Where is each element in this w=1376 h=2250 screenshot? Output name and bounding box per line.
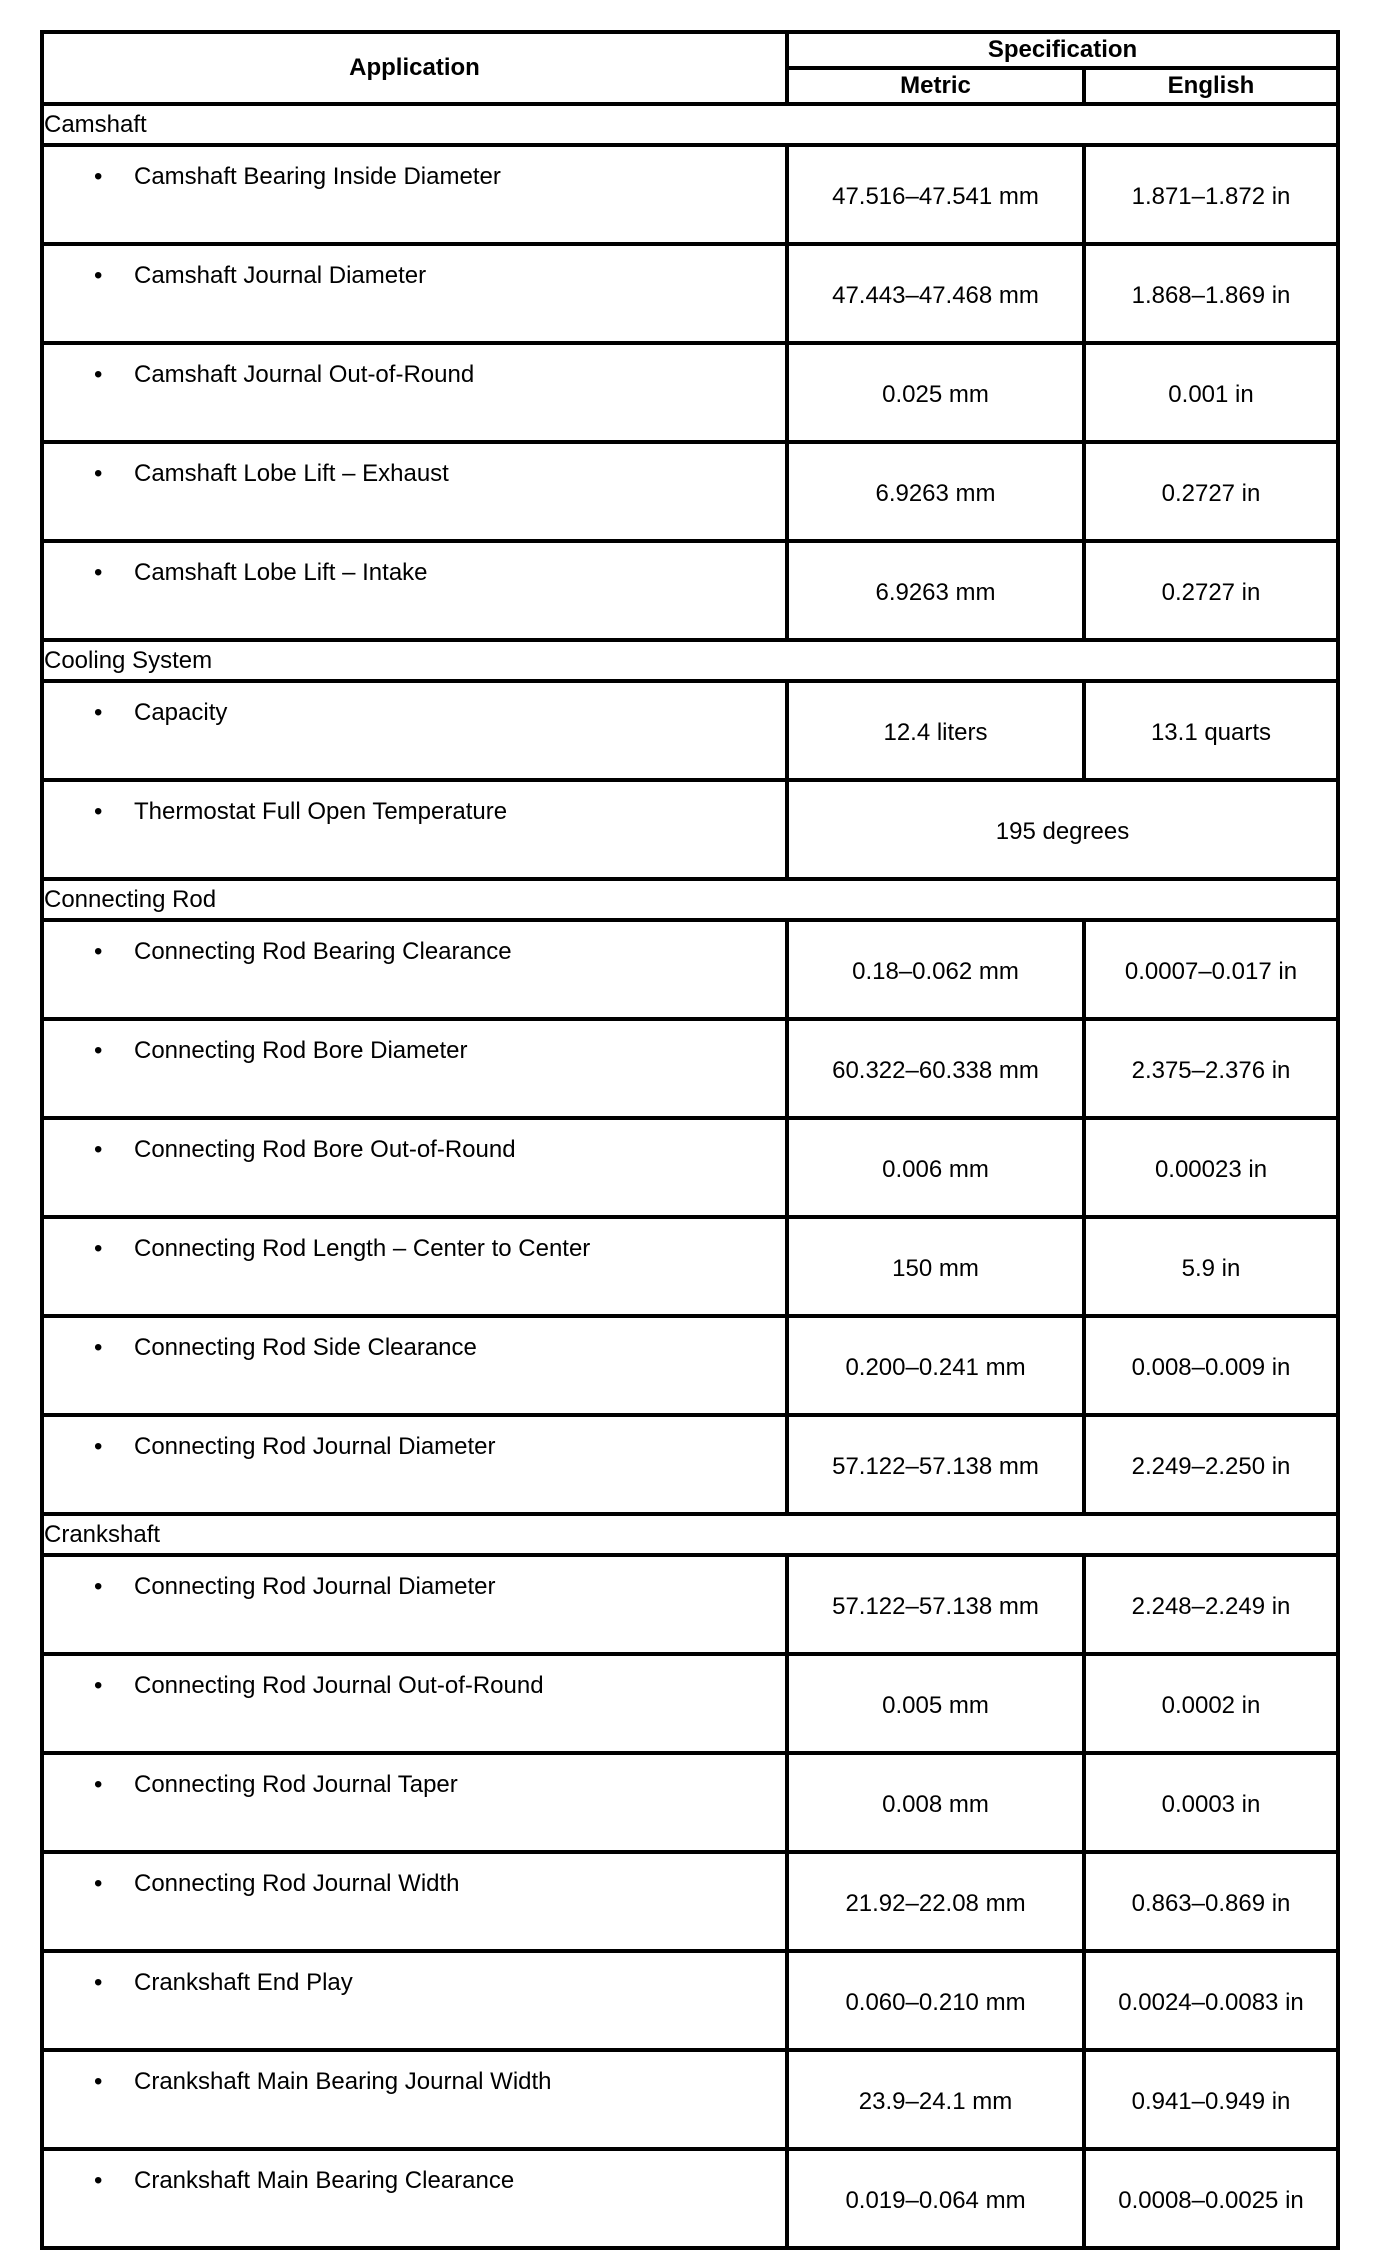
specification-table <box>40 30 1340 2250</box>
table-row <box>42 1316 1338 1415</box>
specification-header: Specification <box>787 32 1338 68</box>
metric-value: 57.122–57.138 mm <box>787 1415 1084 1514</box>
english-value: 2.375–2.376 in <box>1084 1019 1338 1118</box>
metric-value: 0.019–0.064 mm <box>787 2149 1084 2248</box>
section-title: Cooling System <box>42 640 1338 681</box>
metric-value: 0.060–0.210 mm <box>787 1951 1084 2050</box>
application-label: Connecting Rod Journal Width <box>134 1870 460 1897</box>
application-cell <box>42 442 787 541</box>
bullet-icon: • <box>94 163 103 190</box>
application-cell <box>42 1951 787 2050</box>
application-label: Capacity <box>134 699 228 726</box>
metric-value: 12.4 liters <box>787 681 1084 780</box>
bullet-icon: • <box>94 1969 103 1996</box>
application-cell <box>42 1217 787 1316</box>
table-row <box>42 1852 1338 1951</box>
application-cell <box>42 2050 787 2149</box>
english-value: 5.9 in <box>1084 1217 1338 1316</box>
bullet-icon: • <box>94 2068 103 2095</box>
metric-value: 0.006 mm <box>787 1118 1084 1217</box>
table-row <box>42 343 1338 442</box>
application-cell <box>42 1316 787 1415</box>
bullet-icon: • <box>94 1771 103 1798</box>
english-value: 0.863–0.869 in <box>1084 1852 1338 1951</box>
section-title: Camshaft <box>42 104 1338 145</box>
bullet-icon: • <box>94 1037 103 1064</box>
application-label: Connecting Rod Side Clearance <box>134 1334 477 1361</box>
section-title: Connecting Rod <box>42 879 1338 920</box>
bullet-icon: • <box>94 361 103 388</box>
application-label: Connecting Rod Bore Out-of-Round <box>134 1136 516 1163</box>
metric-value: 0.008 mm <box>787 1753 1084 1852</box>
application-label: Camshaft Journal Diameter <box>134 262 427 289</box>
table-row <box>42 1555 1338 1654</box>
english-value: 0.0002 in <box>1084 1654 1338 1753</box>
metric-value: 21.92–22.08 mm <box>787 1852 1084 1951</box>
application-label: Crankshaft Main Bearing Journal Width <box>134 2068 552 2095</box>
metric-value: 0.200–0.241 mm <box>787 1316 1084 1415</box>
english-value: 0.2727 in <box>1084 442 1338 541</box>
application-cell <box>42 1019 787 1118</box>
bullet-icon: • <box>94 1672 103 1699</box>
bullet-icon: • <box>94 1870 103 1897</box>
table-row <box>42 780 1338 879</box>
bullet-icon: • <box>94 798 103 825</box>
application-cell <box>42 1118 787 1217</box>
application-label: Connecting Rod Journal Out-of-Round <box>134 1672 544 1699</box>
table-row <box>42 1415 1338 1514</box>
application-cell <box>42 1555 787 1654</box>
application-cell <box>42 1415 787 1514</box>
metric-value: 0.005 mm <box>787 1654 1084 1753</box>
english-value: 0.2727 in <box>1084 541 1338 640</box>
bullet-icon: • <box>94 2167 103 2194</box>
application-label: Connecting Rod Journal Taper <box>134 1771 458 1798</box>
section-title: Crankshaft <box>42 1514 1338 1555</box>
english-value: 0.0024–0.0083 in <box>1084 1951 1338 2050</box>
english-value: 0.008–0.009 in <box>1084 1316 1338 1415</box>
application-label: Thermostat Full Open Temperature <box>134 798 508 825</box>
table-row <box>42 244 1338 343</box>
bullet-icon: • <box>94 1433 103 1460</box>
english-value: 0.0008–0.0025 in <box>1084 2149 1338 2248</box>
application-label: Camshaft Lobe Lift – Exhaust <box>134 460 449 487</box>
metric-value: 47.443–47.468 mm <box>787 244 1084 343</box>
metric-value: 150 mm <box>787 1217 1084 1316</box>
application-label: Camshaft Lobe Lift – Intake <box>134 559 428 586</box>
bullet-icon: • <box>94 699 103 726</box>
english-value: 13.1 quarts <box>1084 681 1338 780</box>
bullet-icon: • <box>94 262 103 289</box>
bullet-icon: • <box>94 1334 103 1361</box>
application-cell <box>42 1753 787 1852</box>
english-value: 1.871–1.872 in <box>1084 145 1338 244</box>
section-row <box>42 1514 1338 1555</box>
application-cell <box>42 541 787 640</box>
bullet-icon: • <box>94 938 103 965</box>
metric-value: 47.516–47.541 mm <box>787 145 1084 244</box>
metric-header: Metric <box>787 68 1084 104</box>
application-cell <box>42 1852 787 1951</box>
application-cell <box>42 2149 787 2248</box>
metric-value: 57.122–57.138 mm <box>787 1555 1084 1654</box>
application-label: Connecting Rod Bore Diameter <box>134 1037 468 1064</box>
application-cell <box>42 343 787 442</box>
application-label: Camshaft Bearing Inside Diameter <box>134 163 501 190</box>
table-row <box>42 681 1338 780</box>
application-label: Connecting Rod Length – Center to Center <box>134 1235 591 1262</box>
table-row <box>42 1951 1338 2050</box>
metric-value: 6.9263 mm <box>787 442 1084 541</box>
english-value: 0.00023 in <box>1084 1118 1338 1217</box>
table-row <box>42 442 1338 541</box>
table-row <box>42 145 1338 244</box>
table-row <box>42 920 1338 1019</box>
bullet-icon: • <box>94 1136 103 1163</box>
combined-value: 195 degrees <box>787 780 1338 879</box>
table-body <box>42 104 1338 2248</box>
section-row <box>42 879 1338 920</box>
application-label: Crankshaft End Play <box>134 1969 353 1996</box>
table-row <box>42 2149 1338 2248</box>
bullet-icon: • <box>94 559 103 586</box>
application-cell <box>42 920 787 1019</box>
english-value: 0.0003 in <box>1084 1753 1338 1852</box>
application-header: Application <box>42 32 787 104</box>
table-row <box>42 541 1338 640</box>
application-cell <box>42 780 787 879</box>
english-value: 0.001 in <box>1084 343 1338 442</box>
application-cell <box>42 244 787 343</box>
metric-value: 23.9–24.1 mm <box>787 2050 1084 2149</box>
application-label: Camshaft Journal Out-of-Round <box>134 361 475 388</box>
table-row <box>42 2050 1338 2149</box>
english-value: 1.868–1.869 in <box>1084 244 1338 343</box>
english-header: English <box>1084 68 1338 104</box>
bullet-icon: • <box>94 460 103 487</box>
table-header <box>42 32 1338 104</box>
application-label: Connecting Rod Journal Diameter <box>134 1433 496 1460</box>
application-label: Connecting Rod Bearing Clearance <box>134 938 512 965</box>
section-row <box>42 104 1338 145</box>
application-label: Crankshaft Main Bearing Clearance <box>134 2167 515 2194</box>
english-value: 0.941–0.949 in <box>1084 2050 1338 2149</box>
table-row <box>42 1019 1338 1118</box>
english-value: 0.0007–0.017 in <box>1084 920 1338 1019</box>
application-cell <box>42 145 787 244</box>
application-label: Connecting Rod Journal Diameter <box>134 1573 496 1600</box>
table-row <box>42 1217 1338 1316</box>
table-row <box>42 1654 1338 1753</box>
table-row <box>42 1753 1338 1852</box>
bullet-icon: • <box>94 1235 103 1262</box>
table-row <box>42 1118 1338 1217</box>
bullet-icon: • <box>94 1573 103 1600</box>
application-cell <box>42 1654 787 1753</box>
application-cell <box>42 681 787 780</box>
english-value: 2.248–2.249 in <box>1084 1555 1338 1654</box>
metric-value: 6.9263 mm <box>787 541 1084 640</box>
metric-value: 0.025 mm <box>787 343 1084 442</box>
metric-value: 0.18–0.062 mm <box>787 920 1084 1019</box>
section-row <box>42 640 1338 681</box>
metric-value: 60.322–60.338 mm <box>787 1019 1084 1118</box>
english-value: 2.249–2.250 in <box>1084 1415 1338 1514</box>
